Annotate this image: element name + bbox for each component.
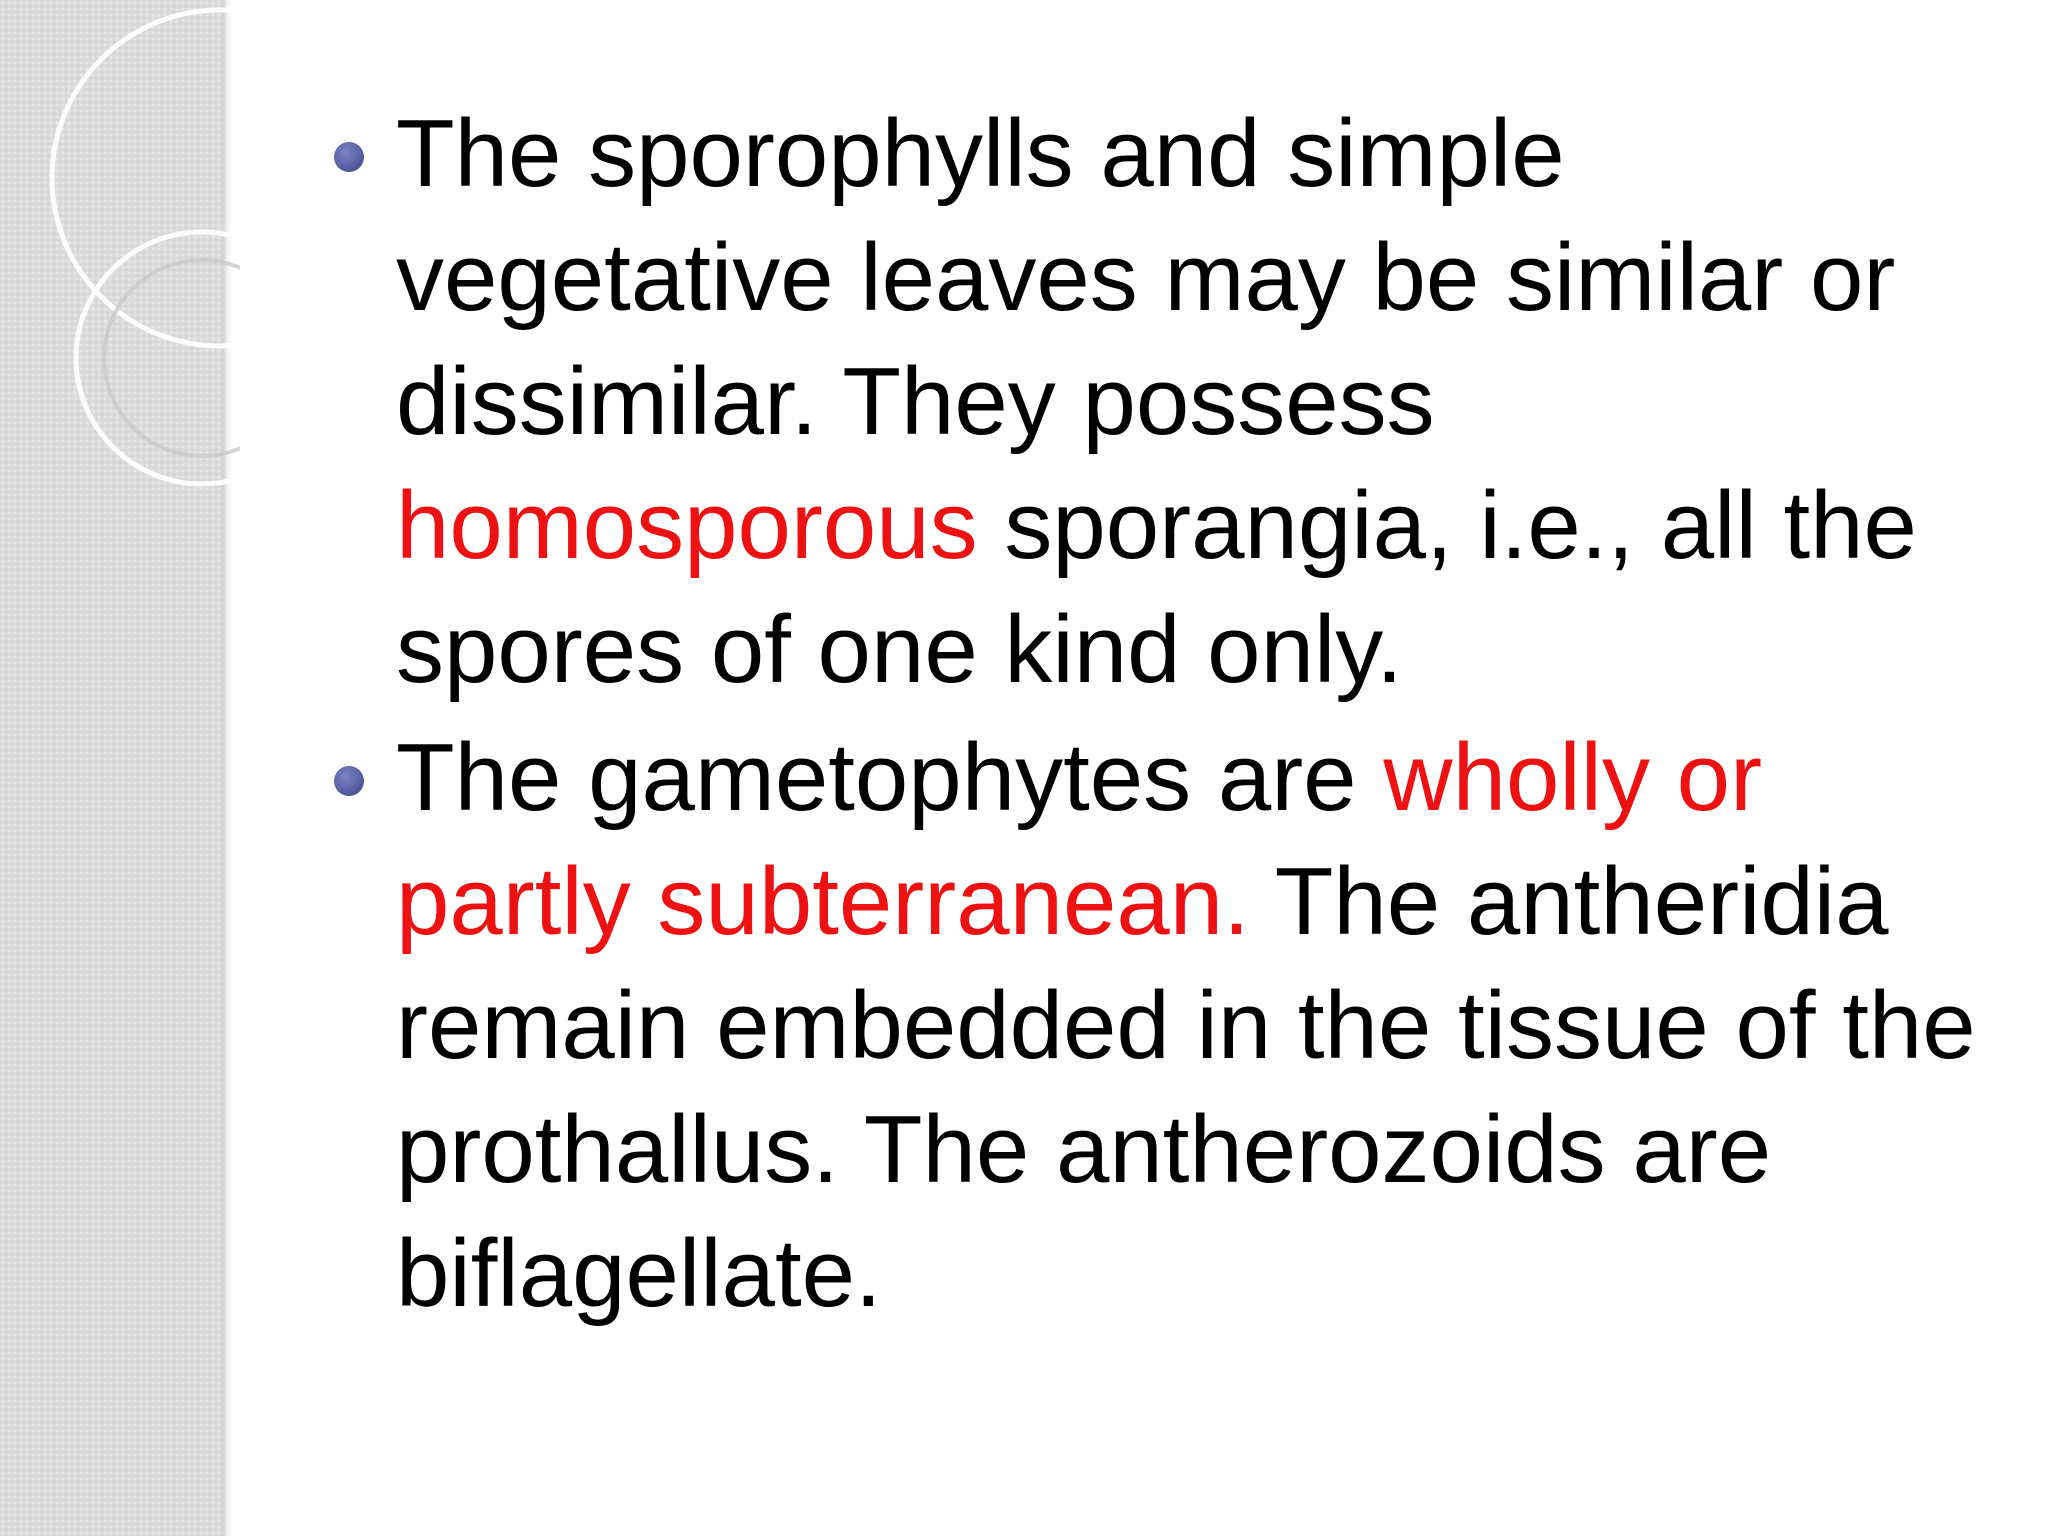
bullet-item-sporophylls bbox=[330, 92, 1990, 712]
large-ring bbox=[52, 10, 240, 346]
bullet-text bbox=[396, 100, 1917, 703]
text-segment: The antheridia remain embedded in the tissue of the prothallus. The antherozoids are biflagellate. bbox=[396, 848, 1976, 1327]
bullet-text bbox=[396, 724, 1976, 1327]
slide-content bbox=[330, 92, 1990, 1340]
highlighted-term: homosporous bbox=[396, 472, 978, 579]
text-segment: The sporophylls and simple vegetative leaves may be similar or dissimilar. They possess bbox=[396, 100, 1896, 455]
small-ring-inner bbox=[104, 260, 240, 456]
highlighted-term: wholly or partly subterranean. bbox=[396, 724, 1763, 955]
text-segment: sporangia, i.e., all the spores of one kind only. bbox=[396, 472, 1917, 703]
text-segment: The gametophytes are bbox=[396, 724, 1384, 831]
decorative-rings bbox=[0, 0, 240, 520]
round-bullet-icon bbox=[334, 142, 364, 172]
bullet-item-gametophytes bbox=[330, 716, 1990, 1336]
round-bullet-icon bbox=[334, 766, 364, 796]
